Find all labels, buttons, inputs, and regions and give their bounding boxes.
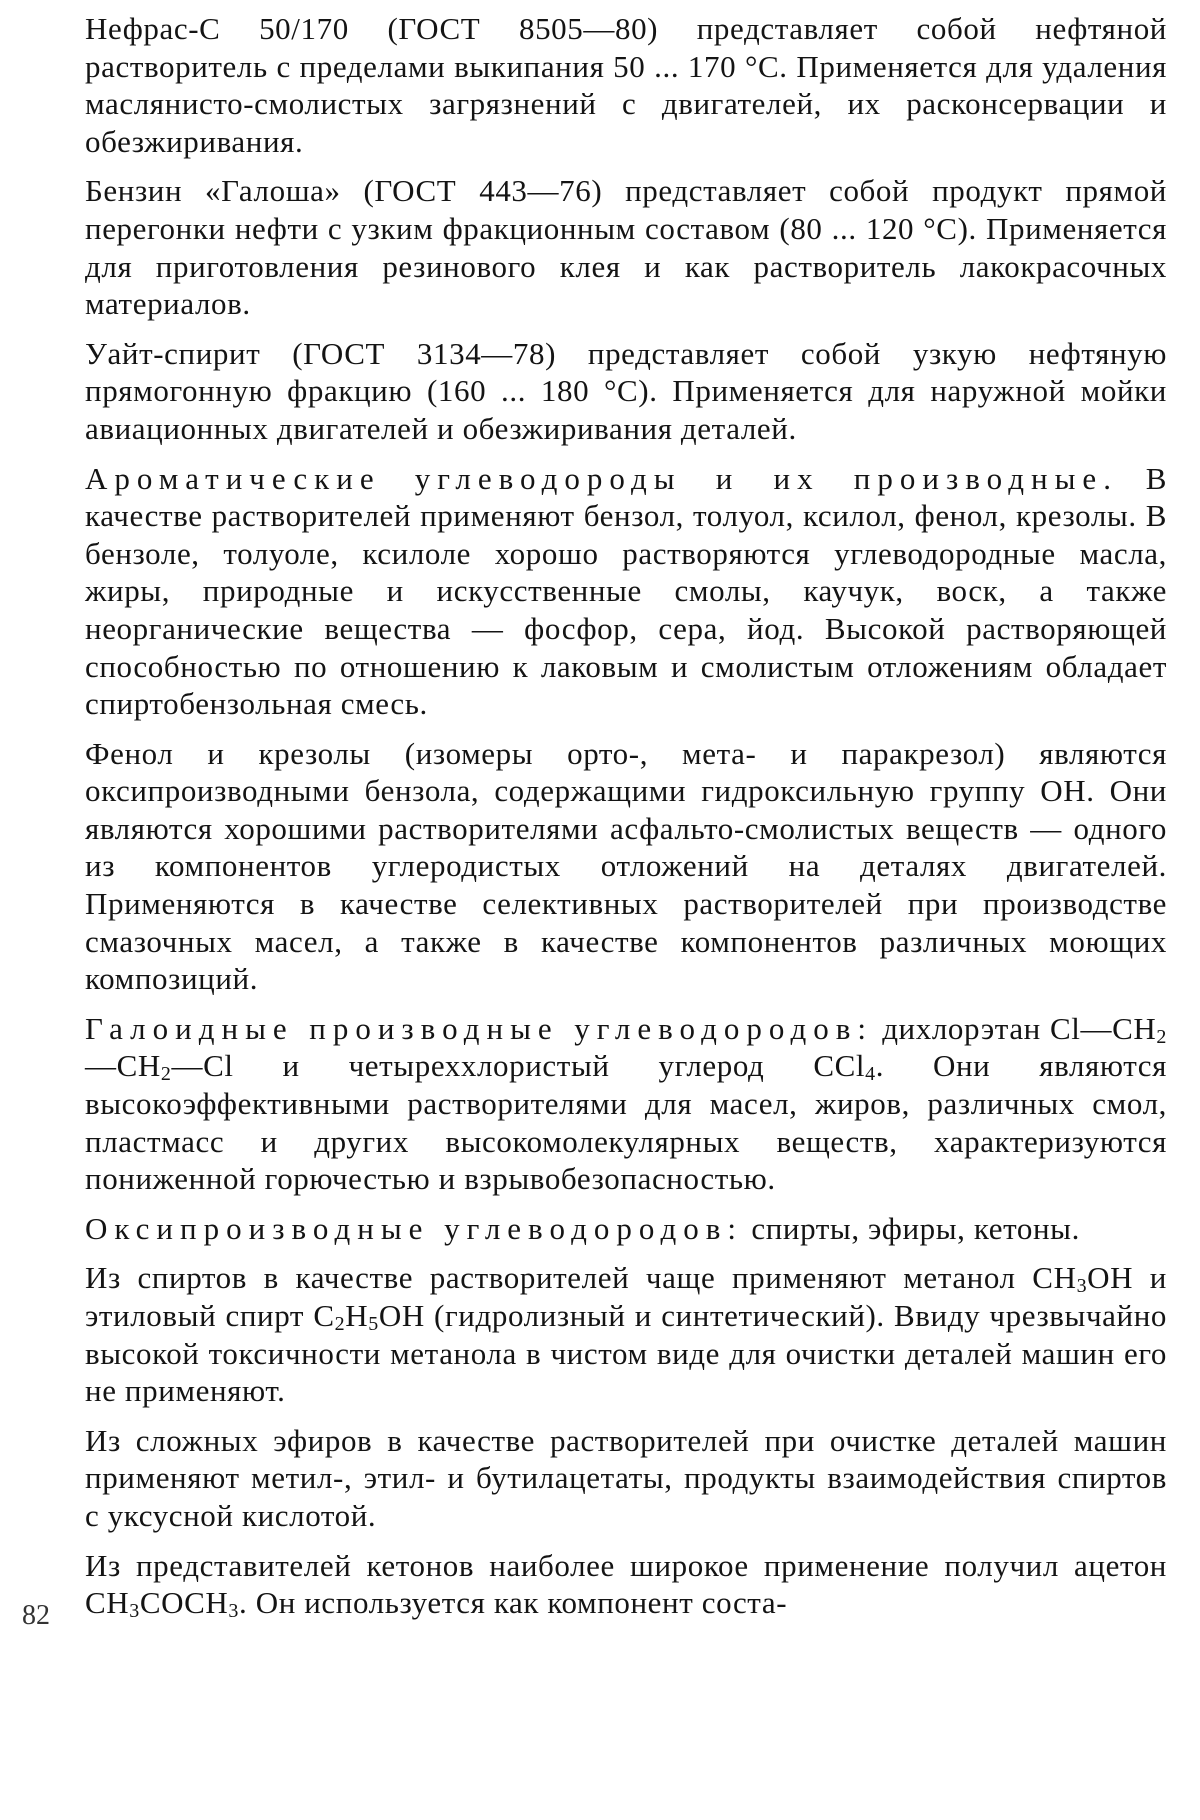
text-run: OH (гидролизный и синтетический). Ввиду чрезвычайно высокой токсичности метанола в чистом виде для очистки деталей машин его не применяют. — [85, 1298, 1168, 1409]
paragraph — [85, 1010, 1167, 1198]
paragraph — [85, 10, 1167, 160]
subscript: 2 — [1156, 1025, 1167, 1048]
text-run: Бензин «Галоша» (ГОСТ 443—76) представляет собой продукт прямой перегонки нефти с узким фракционным составом (80 ... 120 °С). Применяется для приготовления резинового клея и как растворитель лакокрасочных материалов. — [85, 173, 1167, 322]
paragraph — [85, 172, 1167, 322]
text-run: —CH — [85, 1048, 161, 1084]
subscript: 3 — [228, 1600, 240, 1623]
paragraph — [85, 335, 1167, 448]
text-run: Уайт-спирит (ГОСТ 3134—78) представляет собой узкую нефтяную прямогонную фракцию (160 ... 180 °С). Применяется для наружной мойки авиационных двигателей и обезжиривания деталей. — [85, 335, 1167, 446]
text-run: Из представителей кетонов наиболее широкое применение получил ацетон CH — [85, 1547, 1167, 1621]
text-run: Нефрас-С 50/170 (ГОСТ 8505—80) представляет собой нефтяной растворитель с пределами выкипания 50 ... 170 °С. Применяется для удаления маслянисто-смолистых загрязнений с двигателей, их расконсервации и обезжиривания. — [85, 11, 1167, 159]
subscript: 2 — [160, 1063, 172, 1086]
paragraph — [85, 1210, 1167, 1248]
text-run: . Они являются высокоэффективными растворителями для масел, жиров, различных смол, пластмасс и других высокомолекулярных веществ, характеризуются пониженной горючестью и взрывобезопасностью. — [85, 1048, 1167, 1197]
text-run: Фенол и крезолы (изомеры орто-, мета- и паракрезол) являются оксипроизводными бензола, содержащими гидроксильную группу ОН. Они являются хорошими растворителями асфальто-смолистых веществ — одного из компонентов углеродистых отложений на деталях двигателей. Применяются в качестве селективных растворителей при производстве смазочных масел, а также в качестве компонентов различных моющих композиций. — [85, 735, 1167, 997]
text-run: H — [345, 1298, 369, 1333]
section-heading-inline: Галоидные производные углеводородов: — [85, 1010, 874, 1046]
text-run: —Cl и четыреххлористый углерод CCl — [171, 1048, 866, 1084]
body-text — [85, 10, 1167, 1634]
page-number: 82 — [22, 1600, 50, 1631]
section-heading-inline: Ароматические углеводороды и их производные. — [85, 460, 1118, 496]
paragraph — [85, 1547, 1167, 1622]
text-run: спирты, эфиры, кетоны. — [743, 1210, 1080, 1246]
subscript: 5 — [368, 1313, 379, 1335]
text-run: Из спиртов в качестве растворителей чаще применяют метанол CH — [85, 1260, 1077, 1296]
section-heading-inline: Оксипроизводные углеводородов: — [85, 1210, 743, 1246]
text-run: . Он используется как компонент соста- — [239, 1585, 788, 1621]
subscript: 3 — [1076, 1275, 1088, 1298]
text-run: дихлорэтан Cl—CH — [873, 1010, 1157, 1046]
paragraph — [85, 1259, 1167, 1409]
subscript: 3 — [129, 1600, 140, 1623]
text-run: Из сложных эфиров в качестве растворителей при очистке деталей машин применяют метил-, этил- и бутилацетаты, продукты взаимодействия спиртов с уксусной кислотой. — [85, 1422, 1167, 1533]
paragraph — [85, 460, 1167, 723]
subscript: 4 — [865, 1063, 876, 1086]
text-run: OH и этиловый спирт C — [85, 1260, 1167, 1333]
text-run: COCH — [139, 1585, 229, 1621]
paragraph — [85, 1422, 1167, 1535]
text-run: В качестве растворителей применяют бензол, толуол, ксилол, фенол, крезолы. В бензоле, толуоле, ксилоле хорошо растворяются углеводородные масла, жиры, природные и искусственные смолы, каучук, воск, а также неорганические вещества — фосфор, сера, йод. Высокой растворяющей способностью по отношению к лаковым и смолистым отложениям обладает спиртобензольная смесь. — [85, 460, 1167, 722]
paragraph — [85, 735, 1167, 998]
subscript: 2 — [334, 1313, 346, 1335]
